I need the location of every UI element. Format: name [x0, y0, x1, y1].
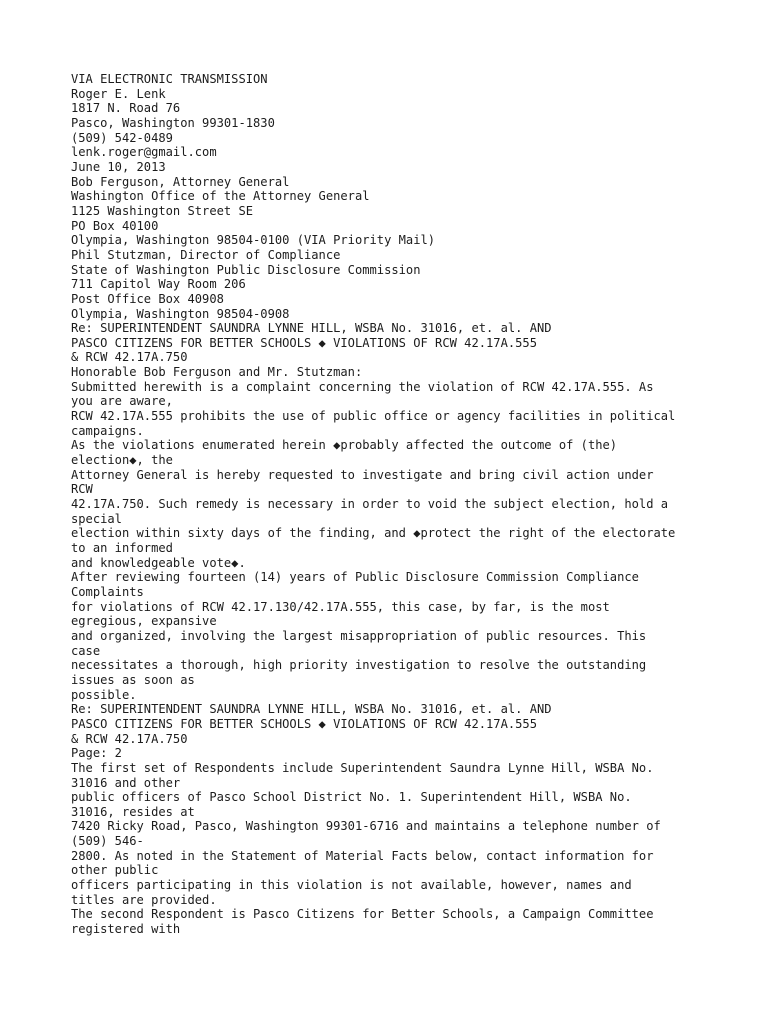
document-line: 1817 N. Road 76	[71, 101, 181, 116]
document-line: election◆, the	[71, 453, 173, 468]
document-line: lenk.roger@gmail.com	[71, 145, 217, 160]
document-line: RCW 42.17A.555 prohibits the use of public office or agency facilities in political	[71, 409, 676, 424]
document-line: registered with	[71, 922, 181, 937]
document-line: After reviewing fourteen (14) years of Public Disclosure Commission Compliance	[71, 570, 639, 585]
document-line: Bob Ferguson, Attorney General	[71, 174, 290, 189]
document-line: PASCO CITIZENS FOR BETTER SCHOOLS ◆ VIOLATIONS OF RCW 42.17A.555	[71, 716, 537, 731]
document-line: (509) 546-	[71, 834, 144, 849]
document-line: election within sixty days of the finding, and ◆protect the right of the electorate	[71, 526, 676, 541]
document-line: 1125 Washington Street SE	[71, 203, 254, 218]
document-line: & RCW 42.17A.750	[71, 731, 188, 746]
document-line: Re: SUPERINTENDENT SAUNDRA LYNNE HILL, WSBA No. 31016, et. al. AND	[71, 321, 552, 336]
document-line: necessitates a thorough, high priority investigation to resolve the outstanding	[71, 658, 647, 673]
document-line: The second Respondent is Pasco Citizens for Better Schools, a Campaign Committee	[71, 907, 654, 922]
document-line: to an informed	[71, 541, 173, 555]
document-line: Post Office Box 40908	[71, 291, 224, 306]
document-line: special	[71, 511, 122, 526]
document-line: for violations of RCW 42.17.130/42.17A.555, this case, by far, is the most	[71, 599, 610, 614]
document-body	[71, 72, 711, 937]
document-line: & RCW 42.17A.750	[71, 350, 188, 365]
document-line: Honorable Bob Ferguson and Mr. Stutzman:	[71, 365, 363, 380]
document-line: PO Box 40100	[71, 218, 159, 233]
document-line: 42.17A.750. Such remedy is necessary in order to void the subject election, hold a	[71, 497, 669, 512]
document-line: Phil Stutzman, Director of Compliance	[71, 247, 341, 262]
document-line: Re: SUPERINTENDENT SAUNDRA LYNNE HILL, WSBA No. 31016, et. al. AND	[71, 702, 552, 717]
document-line: 31016 and other	[71, 775, 181, 790]
document-line: 2800. As noted in the Statement of Material Facts below, contact information for	[71, 848, 654, 863]
document-line: titles are provided.	[71, 892, 217, 907]
document-line: and knowledgeable vote◆.	[71, 555, 246, 570]
document-line: As the violations enumerated herein ◆probably affected the outcome of (the)	[71, 438, 618, 453]
document-line: Submitted herewith is a complaint concerning the violation of RCW 42.17A.555. As	[71, 379, 654, 394]
document-line: 7420 Ricky Road, Pasco, Washington 99301-6716 and maintains a telephone number of	[71, 819, 661, 834]
document-line: public officers of Pasco School District No. 1. Superintendent Hill, WSBA No.	[71, 790, 632, 805]
document-line: Olympia, Washington 98504-0908	[71, 306, 290, 321]
document-line: (509) 542-0489	[71, 130, 173, 145]
document-line: egregious, expansive	[71, 614, 217, 629]
document-line: you are aware,	[71, 394, 173, 409]
document-line: possible.	[71, 687, 137, 702]
document-line: The first set of Respondents include Superintendent Saundra Lynne Hill, WSBA No.	[71, 760, 654, 775]
document-line: campaigns.	[71, 423, 144, 438]
document-line: Complaints	[71, 584, 144, 599]
document-line: issues as soon as	[71, 672, 195, 687]
document-line: 31016, resides at	[71, 804, 195, 819]
document-line: Page: 2	[71, 746, 122, 761]
document-line: PASCO CITIZENS FOR BETTER SCHOOLS ◆ VIOLATIONS OF RCW 42.17A.555	[71, 335, 537, 350]
document-line: other public	[71, 863, 159, 878]
document-line: Olympia, Washington 98504-0100 (VIA Priority Mail)	[71, 233, 436, 248]
document-line: June 10, 2013	[71, 159, 166, 174]
document-line: and organized, involving the largest misappropriation of public resources. This	[71, 628, 647, 643]
document-line: case	[71, 643, 101, 658]
document-line: State of Washington Public Disclosure Commission	[71, 262, 421, 277]
document-line: VIA ELECTRONIC TRANSMISSION	[71, 72, 268, 86]
document-line: officers participating in this violation is not available, however, names and	[71, 878, 632, 893]
document-line: Roger E. Lenk	[71, 86, 166, 101]
document-line: Pasco, Washington 99301-1830	[71, 115, 275, 130]
document-line: Attorney General is hereby requested to investigate and bring civil action under	[71, 467, 654, 482]
document-line: RCW	[71, 482, 93, 497]
document-line: Washington Office of the Attorney General	[71, 189, 370, 204]
document-line: 711 Capitol Way Room 206	[71, 277, 246, 292]
